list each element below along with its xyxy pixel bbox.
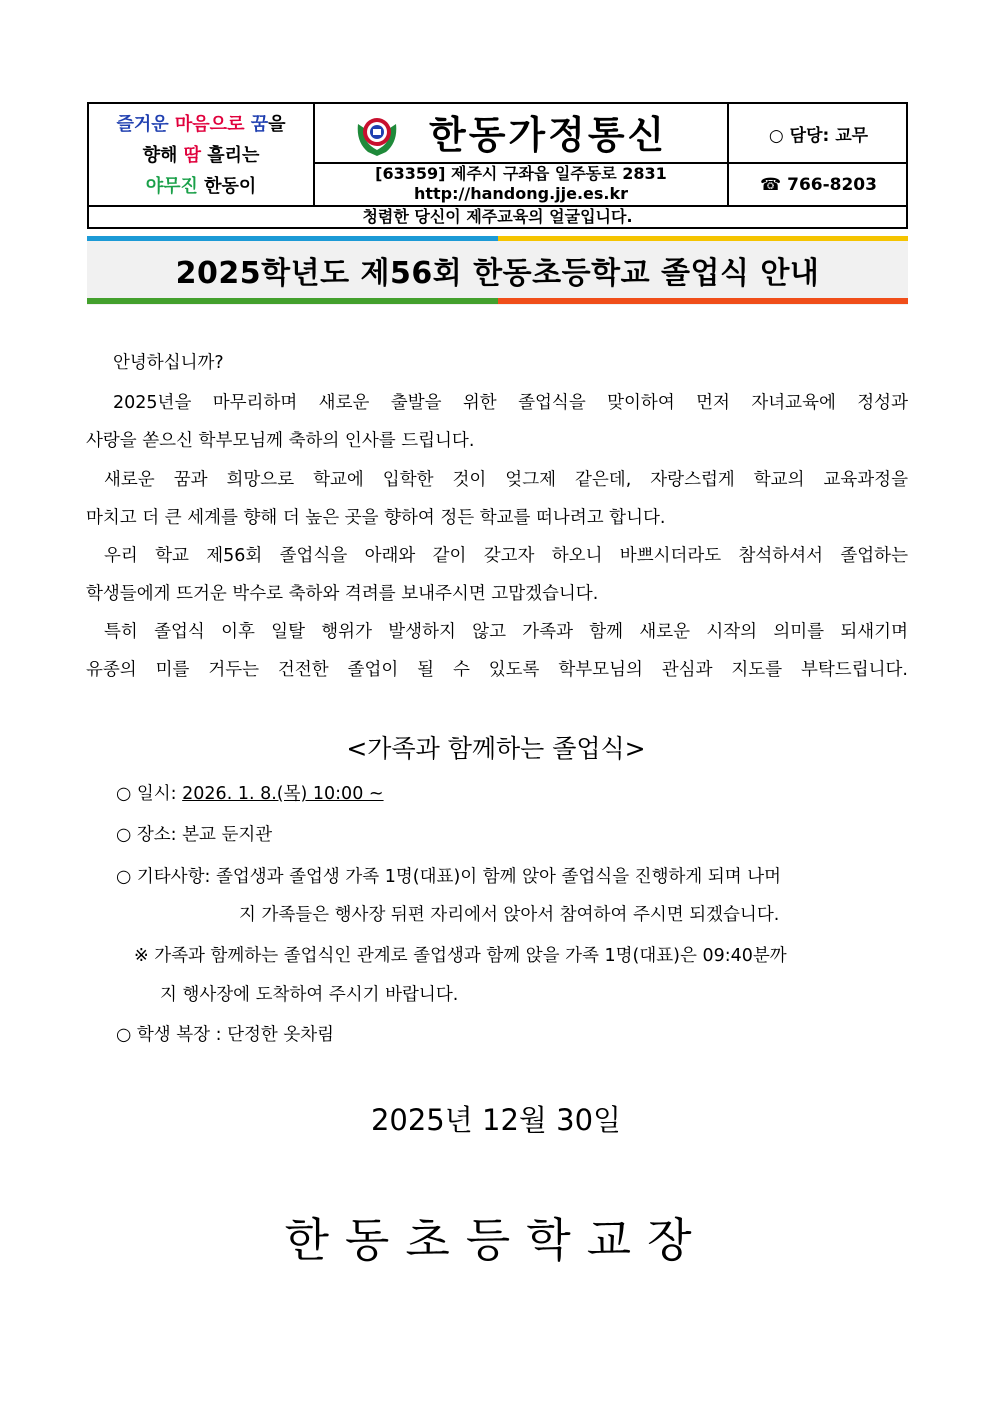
event-dress xyxy=(116,1015,334,1055)
publication-title: 한동가정통신 xyxy=(429,112,668,157)
event-misc-cont: 지 가족들은 행사장 뒤편 자리에서 앉아서 참여하여 주시면 되겠습니다. xyxy=(239,905,780,925)
motto-word: 을 xyxy=(268,113,286,135)
bullet-icon: ○ xyxy=(116,784,132,804)
paragraph-line: 2025년을 마무리하며 새로운 출발을 위한 졸업식을 맞이하여 먼저 자녀교육에 정성과 xyxy=(113,393,908,413)
integrity-slogan: 청렴한 당신이 제주교육의 얼굴입니다. xyxy=(362,207,633,226)
datetime-value: 2026. 1. 8.(목) 10:00 ~ xyxy=(182,784,384,804)
motto-word: 한동이 xyxy=(197,175,257,197)
document-title: 2025학년도 제56회 한동초등학교 졸업식 안내 xyxy=(175,255,820,291)
note-text: 가족과 함께하는 졸업식인 관계로 졸업생과 함께 앉을 가족 1명(대표)은 09:40분까 xyxy=(154,946,787,966)
paragraph-line: 마치고 더 큰 세계를 향해 더 높은 곳을 향하여 정든 학교를 떠나려고 합니다. xyxy=(86,508,666,528)
color-bar xyxy=(498,298,908,304)
bullet-icon: ○ xyxy=(116,1025,132,1045)
motto-word: 야무진 xyxy=(145,175,198,197)
school-address: [63359] 제주시 구좌읍 일주동로 2831 xyxy=(375,164,667,183)
motto-word: 향해 xyxy=(142,144,184,166)
color-bar xyxy=(87,298,498,304)
issue-date: 2025년 12월 30일 xyxy=(370,1103,622,1137)
section-title: <가족과 함께하는 졸업식> xyxy=(346,734,646,763)
paragraph-line: 특히 졸업식 이후 일탈 행위가 발생하지 않고 가족과 함께 새로운 시작의 의미를 되새기며 xyxy=(104,622,908,642)
phone-number: ☎ 766-8203 xyxy=(760,175,877,195)
paragraph-line: 새로운 꿈과 희망으로 학교에 입학한 것이 엊그제 같은데, 자랑스럽게 학교의 교육과정을 xyxy=(104,470,908,490)
motto-line-2 xyxy=(143,140,260,171)
note-mark-icon: ※ xyxy=(134,946,149,966)
motto-line-1 xyxy=(116,109,285,140)
bullet-icon: ○ xyxy=(116,825,132,845)
motto-word: 즐거운 xyxy=(116,113,175,135)
paragraph-line: 학생들에게 뜨거운 박수로 축하와 격려를 보내주시면 고맙겠습니다. xyxy=(86,584,599,604)
greeting: 안녕하십니까? xyxy=(113,353,224,373)
event-place xyxy=(116,815,272,855)
paragraph-line: 우리 학교 제56회 졸업식을 아래와 같이 갖고자 하오니 바쁘시더라도 참석하셔서 졸업하는 xyxy=(104,546,908,566)
motto-line-3 xyxy=(146,171,257,202)
place-text: 장소: 본교 둔지관 xyxy=(136,825,273,845)
motto-word: 꿈 xyxy=(250,113,269,135)
principal-signature: 한동초등학교장 xyxy=(284,1213,708,1267)
title-band xyxy=(87,236,908,305)
event-misc xyxy=(116,857,906,897)
manager-info: ○ 담당: 교무 xyxy=(768,125,869,146)
motto-word: 마음으로 xyxy=(174,113,251,135)
school-motto xyxy=(89,104,313,206)
school-website-link[interactable]: http://handong.jje.es.kr xyxy=(413,184,629,203)
event-note-cont: 지 행사장에 도착하여 주시기 바랍니다. xyxy=(160,985,459,1005)
event-note xyxy=(134,936,787,976)
dress-text: 학생 복장 : 단정한 옷차림 xyxy=(136,1025,335,1045)
misc-text: 기타사항: 졸업생과 졸업생 가족 1명(대표)이 함께 앉아 졸업식을 진행하게 되며 나머 xyxy=(136,867,782,887)
motto-word: 땀 xyxy=(183,144,201,166)
school-emblem-icon xyxy=(354,112,400,158)
school-address-block xyxy=(315,164,727,204)
newsletter-header xyxy=(87,102,908,229)
event-datetime xyxy=(116,774,384,814)
paragraph-line: 유종의 미를 거두는 건전한 졸업이 될 수 있도록 학부모님의 관심과 지도를 부탁드립니다. xyxy=(86,660,908,680)
bullet-icon: ○ xyxy=(116,867,132,887)
motto-word: 흘리는 xyxy=(201,144,260,166)
paragraph-line: 사랑을 쏟으신 학부모님께 축하의 인사를 드립니다. xyxy=(86,431,475,451)
datetime-label: 일시: xyxy=(136,784,177,804)
